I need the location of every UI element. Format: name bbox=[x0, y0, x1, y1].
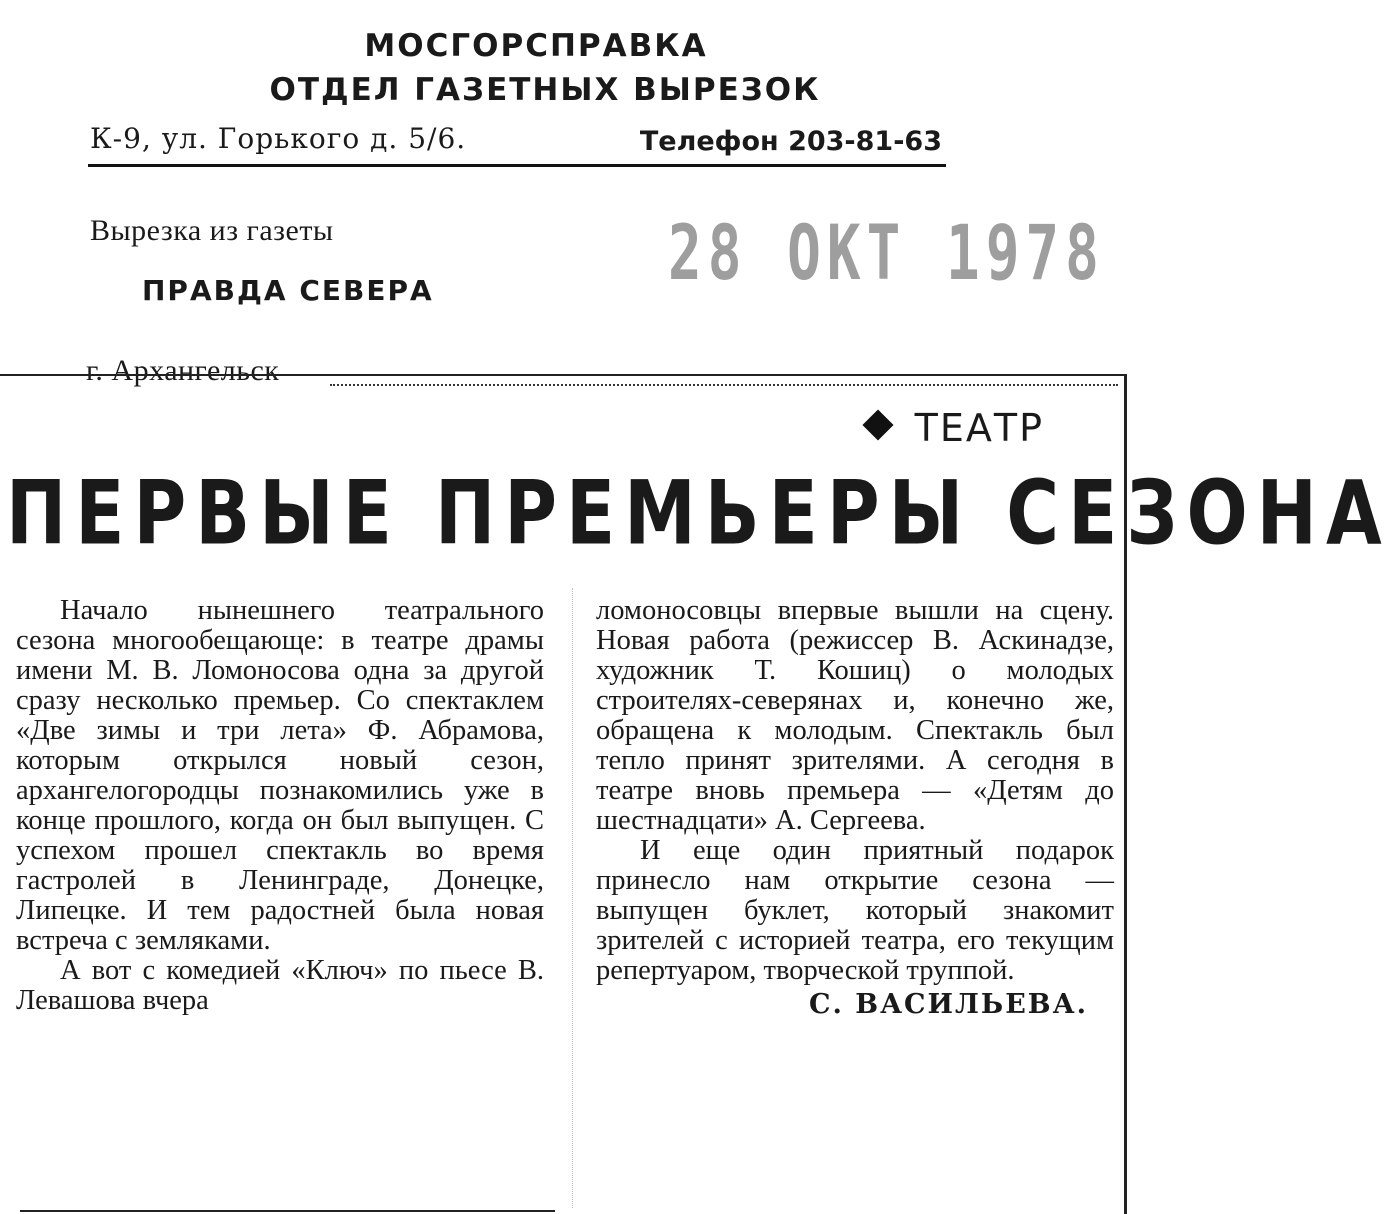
agency-address: К-9, ул. Горького д. 5/6. bbox=[90, 122, 467, 155]
agency-name: МОСГОРСПРАВКА bbox=[364, 28, 708, 64]
newspaper-name: ПРАВДА СЕВЕРА bbox=[142, 274, 434, 307]
column-divider bbox=[572, 588, 573, 1208]
article-author: С. ВАСИЛЬЕВА. bbox=[808, 989, 1088, 1020]
newspaper-clipping bbox=[0, 374, 1391, 1214]
article-paragraph: ломоносовцы впервые вышли на сцену. Новая работа (режиссер В. Аскинадзе, художник Т. Кошиц) о молодых строителях-северянах и, конечно же, обращена к молодым. Спектакль был тепло принят зрителями. А сегодня в театре вновь премьера — «Детям до шестнадцати» А. Сергеева. bbox=[596, 595, 1114, 836]
bottom-rule bbox=[20, 1210, 555, 1212]
agency-contact-row bbox=[88, 118, 946, 167]
clipping-source-label: Вырезка из газеты bbox=[90, 214, 334, 247]
article-paragraph: Начало нынешнего театрального сезона многообещающе: в театре драмы имени М. В. Ломоносова одна за другой сразу несколько премьер. Со спектаклем «Две зимы и три лета» Ф. Абрамова, которым открылся новый сезон, архангелогородцы познакомились уже в конце прошлого, когда он был выпущен. С успехом прошел спектакль во время гастролей в Ленинграде, Донецке, Липецке. И тем радостней была новая встреча с земляками. bbox=[16, 595, 544, 956]
article-paragraph: А вот с комедией «Ключ» по пьесе В. Левашова вчера bbox=[16, 955, 544, 1016]
date-stamp: 28 ОКТ 1978 bbox=[668, 210, 1105, 298]
newspaper-city: г. Архангельск bbox=[86, 354, 280, 387]
article-column-right bbox=[596, 596, 1114, 1020]
article-headline: ПЕРВЫЕ ПРЕМЬЕРЫ СЕЗОНА bbox=[6, 462, 1391, 565]
agency-department: ОТДЕЛ ГАЗЕТНЫХ ВЫРЕЗОК bbox=[269, 72, 821, 108]
rubric-label: ТЕАТР bbox=[914, 406, 1044, 450]
diamond-bullet-icon bbox=[862, 409, 893, 440]
article-column-left bbox=[16, 596, 544, 1016]
article-paragraph: И еще один приятный подарок принесло нам открытие сезона — выпущен буклет, который знакомит зрителей с историей театра, его текущим репертуаром, творческой труппой. bbox=[596, 835, 1114, 986]
agency-header bbox=[130, 26, 930, 110]
agency-phone: Телефон 203-81-63 bbox=[639, 126, 942, 157]
article-rubric bbox=[867, 406, 1044, 450]
